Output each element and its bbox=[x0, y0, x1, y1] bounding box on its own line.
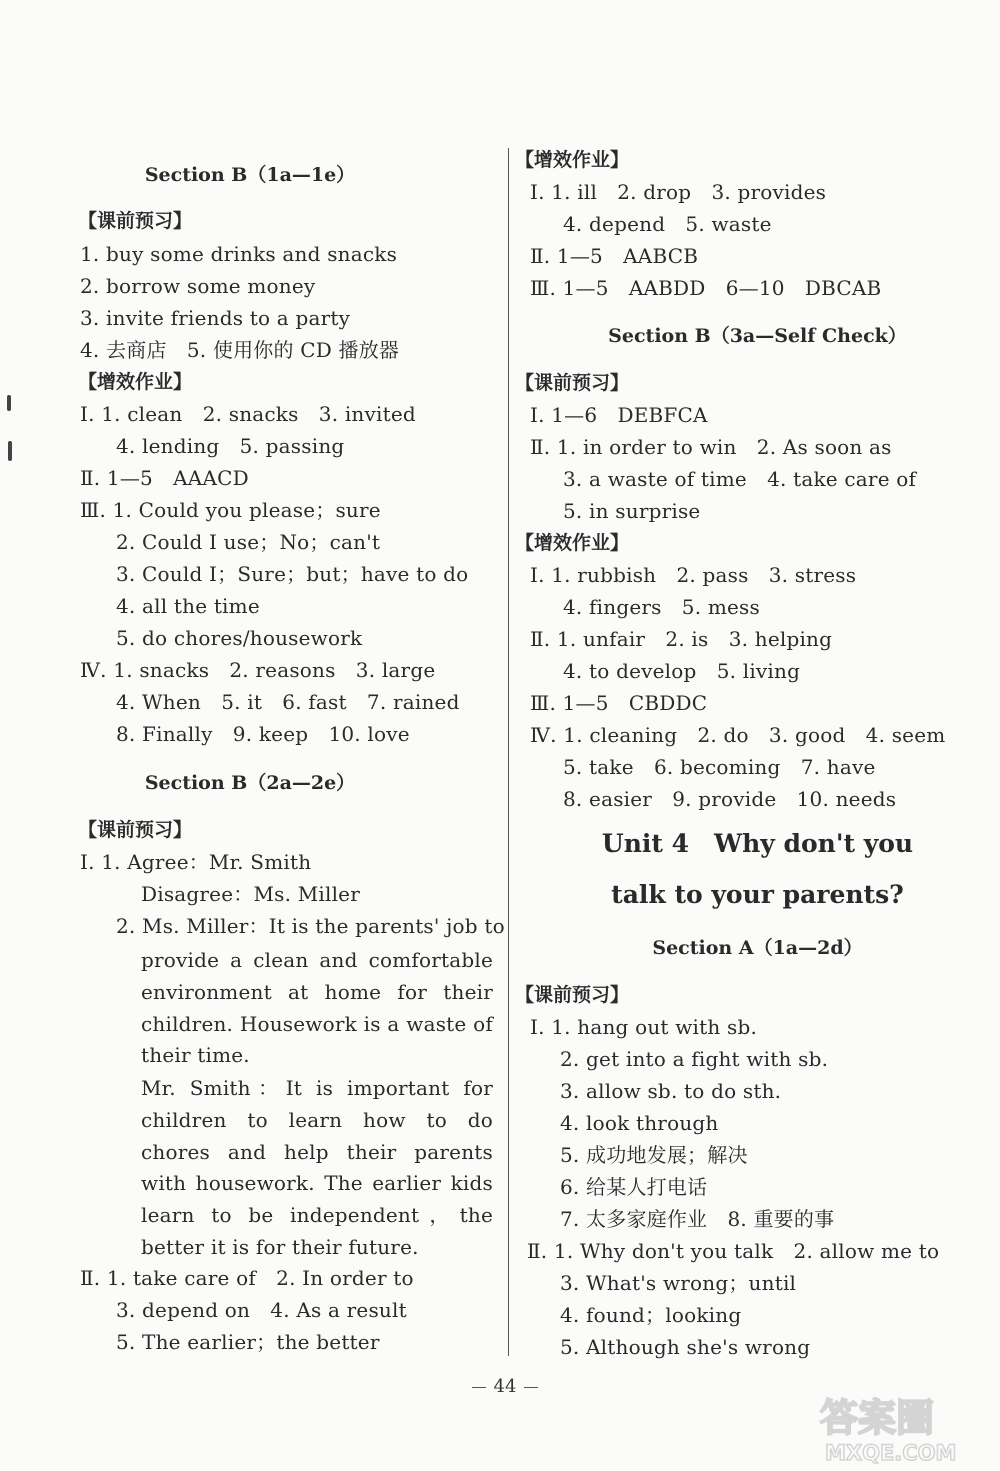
answer-line: Ⅲ. 1—5 AABDD 6—10 DBCAB bbox=[530, 276, 882, 300]
answer-line: 3. a waste of time 4. take care of bbox=[563, 467, 917, 491]
answer-line: 5. Although she's wrong bbox=[560, 1335, 811, 1359]
watermark-logo bbox=[815, 1386, 985, 1466]
answer-line: 8. easier 9. provide 10. needs bbox=[563, 787, 897, 811]
answer-line: 3. allow sb. to do sth. bbox=[560, 1079, 782, 1103]
answer-line: 6. 给某人打电话 bbox=[560, 1175, 708, 1199]
answer-line: Ⅰ. 1. hang out with sb. bbox=[530, 1015, 758, 1039]
answer-line: 5. do chores/housework bbox=[116, 626, 363, 650]
section-header: 【课前预习】 bbox=[515, 984, 630, 1006]
answer-line: 1. buy some drinks and snacks bbox=[80, 242, 398, 266]
answer-line: 3. What's wrong；until bbox=[560, 1271, 797, 1295]
answer-line: Ⅳ. 1. cleaning 2. do 3. good 4. seem bbox=[530, 723, 946, 747]
watermark-site: MXQE.COM bbox=[825, 1441, 957, 1465]
answer-line: Ⅲ. 1. Could you please；sure bbox=[80, 498, 381, 522]
answer-line: 4. depend 5. waste bbox=[563, 212, 772, 236]
answer-paragraph: Mr. Smith：It is important for children to learn how to do chores and help their parents with housework. The earlier kids learn to be independent，the better it is for their future. bbox=[141, 1076, 493, 1259]
answer-line: Ⅳ. 1. snacks 2. reasons 3. large bbox=[80, 658, 436, 682]
answer-line: Ⅰ. 1—6 DEBFCA bbox=[530, 403, 708, 427]
answer-line: Disagree：Ms. Miller bbox=[141, 882, 360, 906]
section-header: 【课前预习】 bbox=[78, 210, 193, 232]
answer-line: 4. lending 5. passing bbox=[116, 434, 345, 458]
unit-title: talk to your parents? bbox=[611, 880, 904, 909]
watermark-brand: 答案圈 bbox=[820, 1396, 935, 1440]
answer-line: Ⅰ. 1. rubbish 2. pass 3. stress bbox=[530, 563, 857, 587]
column-divider bbox=[508, 148, 509, 1356]
answer-line: 2. borrow some money bbox=[80, 274, 316, 298]
section-header: 【增效作业】 bbox=[78, 371, 193, 393]
answer-line: Ⅱ. 1—5 AABCB bbox=[530, 244, 699, 268]
scan-mark bbox=[7, 395, 11, 411]
answer-line: 4. found；looking bbox=[560, 1303, 742, 1327]
section-title: Section B（2a—2e） bbox=[144, 772, 356, 794]
section-header: 【增效作业】 bbox=[515, 149, 630, 171]
answer-line: 5. in surprise bbox=[563, 499, 701, 523]
answer-line: 5. take 6. becoming 7. have bbox=[563, 755, 876, 779]
answer-line: 4. 去商店 5. 使用你的 CD 播放器 bbox=[80, 338, 400, 362]
answer-line: 4. to develop 5. living bbox=[563, 659, 801, 683]
answer-line: 4. When 5. it 6. fast 7. rained bbox=[116, 690, 460, 714]
answer-line: Ⅱ. 1—5 AAACD bbox=[80, 466, 249, 490]
section-header: 【课前预习】 bbox=[78, 819, 193, 841]
answer-line: Ⅰ. 1. Agree：Mr. Smith bbox=[80, 850, 312, 874]
answer-line: 8. Finally 9. keep 10. love bbox=[116, 722, 410, 746]
answer-line: 5. The earlier；the better bbox=[116, 1330, 380, 1354]
scan-mark bbox=[8, 441, 12, 461]
answer-line: Ⅰ. 1. ill 2. drop 3. provides bbox=[530, 180, 827, 204]
answer-line: 3. invite friends to a party bbox=[80, 306, 351, 330]
answer-line: 4. all the time bbox=[116, 594, 260, 618]
answer-line: Ⅰ. 1. clean 2. snacks 3. invited bbox=[80, 402, 416, 426]
section-header: 【增效作业】 bbox=[515, 532, 630, 554]
page-footer bbox=[460, 1376, 550, 1397]
answer-line: Ⅱ. 1. in order to win 2. As soon as bbox=[530, 435, 892, 459]
answer-line: Ⅱ. 1. Why don't you talk 2. allow me to bbox=[527, 1239, 940, 1263]
page-number: 44 bbox=[493, 1376, 517, 1397]
answer-line: Ⅱ. 1. unfair 2. is 3. helping bbox=[530, 627, 833, 651]
answer-line: 3. Could I；Sure；but；have to do bbox=[116, 562, 469, 586]
answer-line: 2. Could I use；No；can't bbox=[116, 530, 381, 554]
answer-line: 4. look through bbox=[560, 1111, 719, 1135]
answer-line: Ⅲ. 1—5 CBDDC bbox=[530, 691, 708, 715]
section-header: 【课前预习】 bbox=[515, 372, 630, 394]
answer-line: 7. 太多家庭作业 8. 重要的事 bbox=[560, 1207, 835, 1231]
section-title: Section B（3a—Self Check） bbox=[608, 325, 907, 347]
answer-line: 2. Ms. Miller：It is the parents' job to bbox=[116, 914, 505, 938]
answer-line: Ⅱ. 1. take care of 2. In order to bbox=[80, 1266, 414, 1290]
answer-line: 2. get into a fight with sb. bbox=[560, 1047, 829, 1071]
section-title: Section B（1a—1e） bbox=[144, 164, 356, 186]
answer-line: 3. depend on 4. As a result bbox=[116, 1298, 407, 1322]
answer-line: 5. 成功地发展；解决 bbox=[560, 1143, 748, 1167]
answer-line: 4. fingers 5. mess bbox=[563, 595, 760, 619]
answer-paragraph: provide a clean and comfortable environment at home for their children. Housework is a waste of their time. bbox=[141, 948, 493, 1068]
section-title: Section A（1a—2d） bbox=[652, 937, 863, 959]
unit-title: Unit 4 Why don't you bbox=[601, 829, 914, 858]
